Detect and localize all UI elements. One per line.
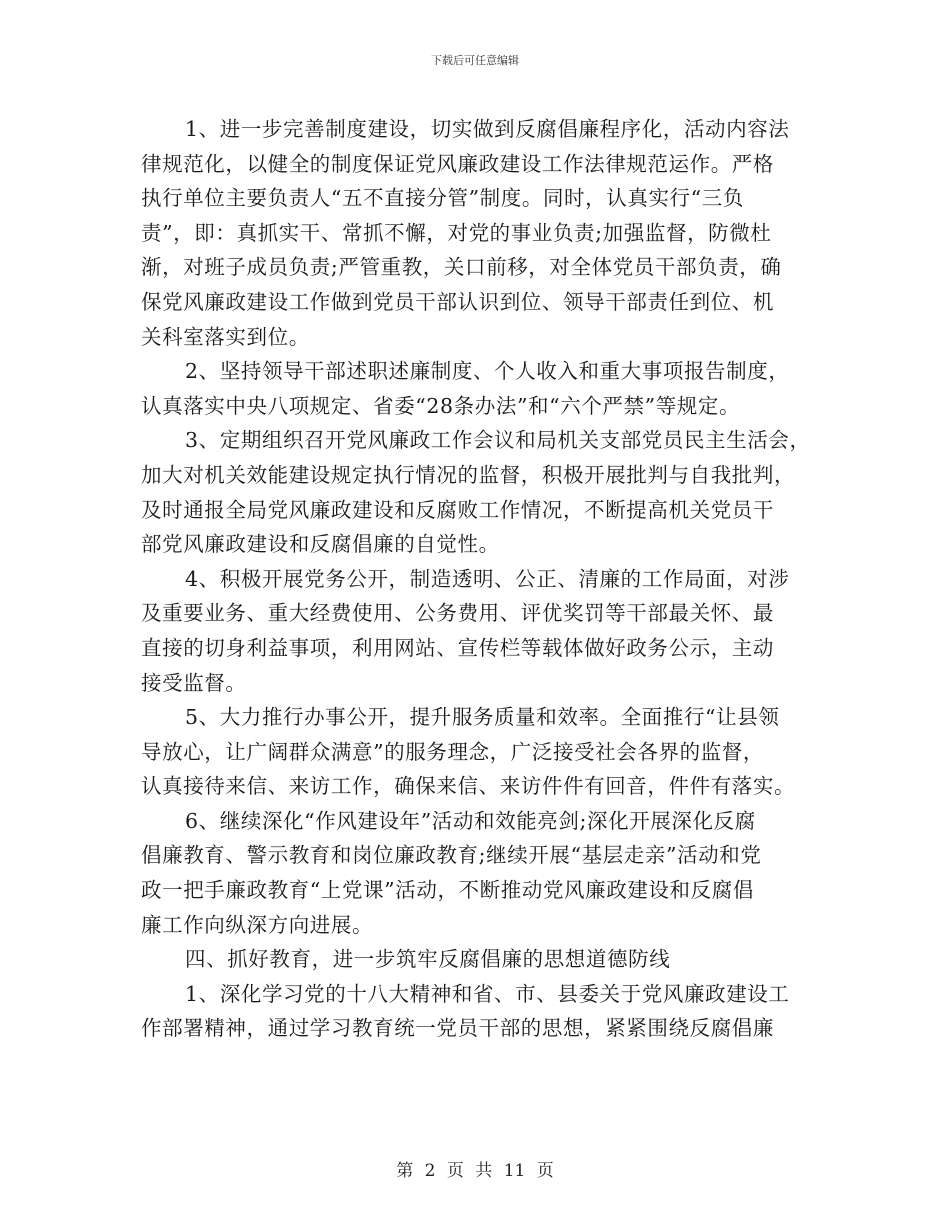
text-line: 认真接待来信、来访工作，确保来信、来访件件有回音，件件有落实。 — [141, 774, 796, 799]
paragraph — [141, 977, 821, 1046]
text-line: 部党风廉政建设和反腐倡廉的自觉性。 — [141, 532, 500, 557]
text-line: 1、进一步完善制度建设，切实做到反腐倡廉程序化，活动内容法 — [185, 117, 790, 141]
text-line: 渐，对班子成员负责;严管重教，关口前移，对全体党员干部负责，确 — [141, 255, 782, 280]
page-footer: 第 2 页 共 11 页 — [396, 1161, 554, 1181]
document-body — [141, 112, 821, 1046]
paragraph — [141, 562, 821, 700]
text-line: 认真落实中央八项规定、省委“28条办法”和“六个严禁”等规定。 — [141, 393, 741, 418]
paragraph — [141, 942, 821, 977]
text-line: 及时通报全局党风廉政建设和反腐败工作情况，不断提高机关党员干 — [141, 497, 774, 522]
text-line: 及重要业务、重大经费使用、公务费用、评优奖罚等干部最关怀、最 — [141, 601, 774, 626]
text-line: 执行单位主要负责人“五不直接分管”制度。同时，认真实行“三负 — [141, 186, 744, 211]
text-line: 政一把手廉政教育“上党课”活动，不断推动党风廉政建设和反腐倡 — [141, 878, 754, 903]
text-line: 直接的切身利益事项，利用网站、宣传栏等载体做好政务公示，主动 — [141, 635, 774, 660]
paragraph — [141, 804, 821, 942]
paragraph — [141, 700, 821, 804]
text-line: 关科室落实到位。 — [141, 324, 310, 349]
text-line: 作部署精神，通过学习教育统一党员干部的思想，紧紧围绕反腐倡廉 — [141, 1016, 774, 1041]
text-line: 倡廉教育、警示教育和岗位廉政教育;继续开展“基层走亲”活动和党 — [141, 843, 762, 868]
text-line: 廉工作向纵深方向进展。 — [141, 912, 374, 937]
paragraph — [141, 354, 821, 423]
text-line: 加大对机关效能建设规定执行情况的监督，积极开展批判与自我批判， — [141, 462, 796, 487]
paragraph — [141, 423, 821, 561]
text-line: 导放心，让广阔群众满意”的服务理念，广泛接受社会各界的监督， — [141, 739, 764, 764]
text-line: 保党风廉政建设工作做到党员干部认识到位、领导干部责任到位、机 — [141, 289, 774, 314]
paragraph — [141, 112, 821, 354]
text-line: 4、积极开展党务公开，制造透明、公正、清廉的工作局面，对涉 — [185, 566, 790, 591]
text-line: 律规范化，以健全的制度保证党风廉政建设工作法律规范运作。严格 — [141, 151, 774, 176]
text-line: 6、继续深化“作风建设年”活动和效能亮剑;深化开展深化反腐 — [185, 808, 756, 833]
text-line: 3、定期组织召开党风廉政工作会议和局机关支部党员民主生活会， — [185, 428, 811, 453]
text-line: 接受监督。 — [141, 670, 247, 695]
text-line: 2、坚持领导干部述职述廉制度、个人收入和重大事项报告制度， — [185, 359, 790, 384]
text-line: 1、深化学习党的十八大精神和省、市、县委关于党风廉政建设工 — [185, 981, 790, 1006]
text-line: 责”，即：真抓实干、常抓不懈，对党的事业负责;加强监督，防微杜 — [141, 220, 772, 245]
text-line: 5、大力推行办事公开，提升服务质量和效率。全面推行“让县领 — [185, 705, 780, 730]
page-header: 下载后可任意编辑 — [431, 54, 519, 67]
text-line: 四、抓好教育，进一步筑牢反腐倡廉的思想道德防线 — [185, 947, 671, 972]
